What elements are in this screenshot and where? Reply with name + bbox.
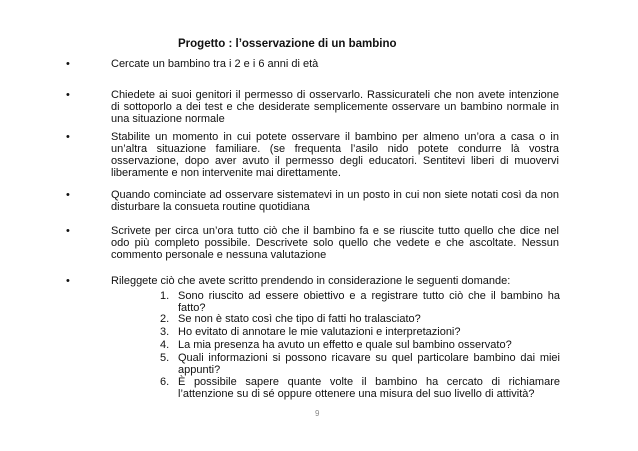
question-number: 2. xyxy=(160,313,170,325)
bullet-text: Quando cominciate ad osservare sistematevi in un posto in cui non siete notati così da non disturbare la consueta routine quotidiana xyxy=(111,189,559,213)
bullet-text: Stabilite un momento in cui potete osservare il bambino per almeno un’ora a casa o in un’altra situazione familiare. (se frequenta l’asilo nido potete condurre là vostra osservazione, dopo aver avuto il permesso degli educatori. Sentitevi liberi di muovervi liberamente e non intervenite mai direttamente. xyxy=(111,131,559,179)
question-text: Sono riuscito ad essere obiettivo e a registrare tutto ciò che il bambino ha fatto? xyxy=(178,290,560,314)
page-number: 9 xyxy=(315,409,320,418)
question-number: 3. xyxy=(160,326,170,338)
question-text: È possibile sapere quante volte il bambino ha cercato di richiamare l’attenzione su di sé oppure ottenere una misura del suo livello di attività? xyxy=(178,376,560,400)
bullet-marker: • xyxy=(66,225,70,237)
question-text: Ho evitato di annotare le mie valutazioni e interpretazioni? xyxy=(178,326,461,338)
question-text: La mia presenza ha avuto un effetto e quale sul bambino osservato? xyxy=(178,339,512,351)
bullet-marker: • xyxy=(66,275,70,287)
question-number: 5. xyxy=(160,352,170,364)
question-number: 1. xyxy=(160,290,170,302)
document-title: Progetto : l’osservazione di un bambino xyxy=(178,38,397,50)
question-number: 4. xyxy=(160,339,170,351)
bullet-text: Cercate un bambino tra i 2 e i 6 anni di età xyxy=(111,58,319,70)
bullet-text: Rileggete ciò che avete scritto prendendo in considerazione le seguenti domande: xyxy=(111,275,511,287)
question-text: Se non è stato così che tipo di fatti ho tralasciato? xyxy=(178,313,421,325)
bullet-text: Chiedete ai suoi genitori il permesso di osservarlo. Rassicurateli che non avete intenzione di sottoporlo a dei test e che desiderate semplicemente osservare un bambino normale in una situazione normale xyxy=(111,89,559,125)
bullet-marker: • xyxy=(66,89,70,101)
bullet-marker: • xyxy=(66,131,70,143)
question-text: Quali informazioni si possono ricavare su quel particolare bambino dai miei appunti? xyxy=(178,352,560,376)
bullet-text: Scrivete per circa un’ora tutto ciò che il bambino fa e se riuscite tutto quello che dice nel odo più completo possibile. Descrivete solo quello che vedete e che ascoltate. Nessun commento personale e nessuna valutazione xyxy=(111,225,559,261)
bullet-marker: • xyxy=(66,58,70,70)
question-number: 6. xyxy=(160,376,170,388)
bullet-marker: • xyxy=(66,189,70,201)
